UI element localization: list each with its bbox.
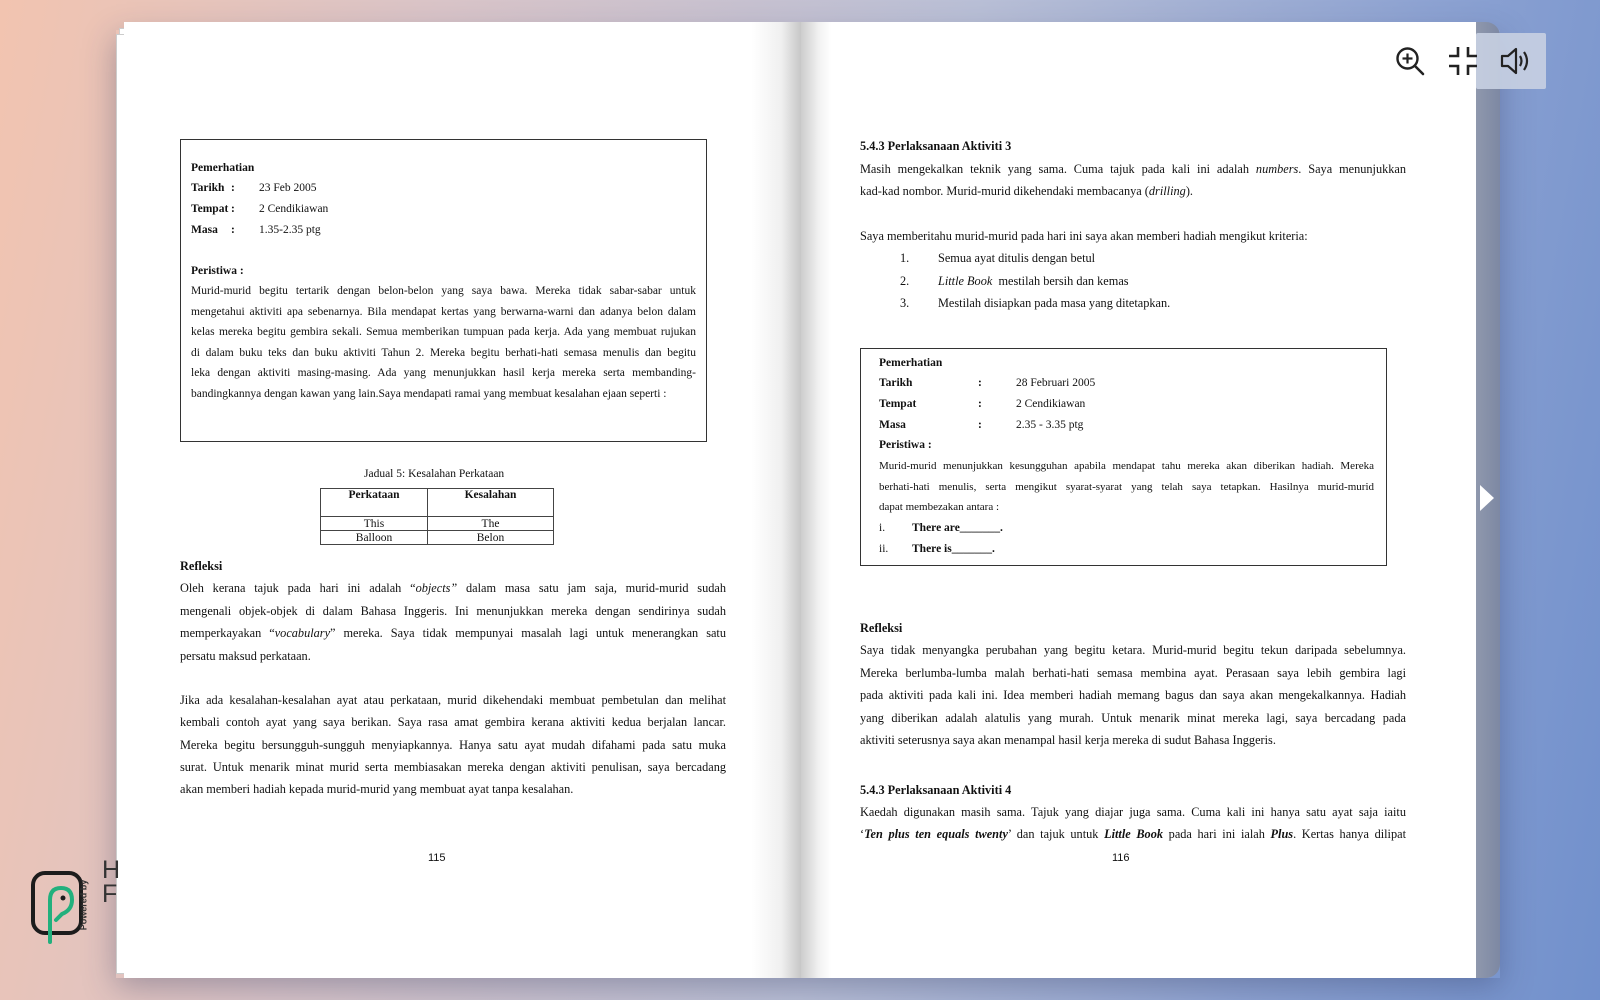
obs-row-place	[191, 199, 691, 220]
text: Oleh kerana tajuk pada hari ini adalah “	[180, 581, 416, 595]
obs-event-line: di dalam buku teks dan buku aktiviti Tahun 2. Mereka begitu berhati-hati semasa menulis dan begitu	[191, 347, 696, 359]
right-page[interactable]	[801, 22, 1476, 978]
obs-title: Pemerhatian	[879, 357, 943, 369]
obs-row-time	[879, 415, 1369, 436]
obs-row-time	[191, 220, 691, 241]
exit-fullscreen-button[interactable]	[1443, 41, 1483, 81]
paragraph-line: Jika ada kesalahan-kesalahan ayat atau perkataan, murid dikehendaki membuat pembetulan dan melihat	[180, 693, 726, 707]
colon: :	[978, 398, 982, 410]
paragraph-line: aktiviti seterusnya saya akan menampal hasil kerja mereka di sudut Bahasa Inggeris.	[860, 733, 1276, 747]
text: Mestilah disiapkan pada masa yang ditetapkan.	[938, 296, 1171, 310]
table-caption: Jadual 5: Kesalahan Perkataan	[364, 468, 505, 480]
gutter-shadow	[801, 22, 831, 978]
obs-event-line: dapat membezakan antara :	[879, 501, 1000, 513]
paragraph-line: surat. Untuk menarik minat murid serta membiasakan mereka dengan aktiviti penulisan, saya bercadang	[180, 760, 726, 774]
section-heading: 5.4.3 Perlaksanaan Aktiviti 4	[860, 783, 1012, 797]
text: mestilah bersih dan kemas	[992, 274, 1129, 288]
item-number: 2.	[900, 274, 910, 288]
errors-table	[320, 488, 554, 545]
brand-letter: F	[102, 880, 118, 908]
text: pada hari ini ialah	[1163, 827, 1271, 841]
page-number: 116	[1112, 852, 1130, 864]
value: 2 Cendikiawan	[1016, 398, 1086, 410]
zoom-in-icon	[1394, 45, 1426, 77]
colon: :	[231, 203, 235, 215]
text: ’ dan tajuk untuk	[1007, 827, 1105, 841]
paragraph-line	[860, 824, 1406, 845]
zoom-in-button[interactable]	[1390, 41, 1430, 81]
text: dalam masa satu jam saja, murid-murid sudah	[457, 581, 726, 595]
table-cell: The	[428, 517, 554, 531]
label: Tarikh	[879, 377, 913, 389]
text-italic: drilling	[1148, 184, 1186, 198]
criteria-item	[900, 293, 1170, 314]
gutter-shadow	[751, 22, 801, 978]
obs-event-line: berhati-hati menulis, serta mengikut syarat-syarat yang telah saya tetapkan. Hasilnya murid-murid	[879, 481, 1374, 493]
text-italic: objects”	[415, 581, 458, 595]
obs-event-line: leka dengan aktiviti masing-masing. Ada yang menunjukkan hasil kerja mereka serta membanding-	[191, 367, 696, 379]
paragraph-line	[860, 159, 1406, 180]
left-page[interactable]	[124, 22, 801, 978]
paragraph-line: akan memberi hadiah kepada murid-murid yang membuat ayat tanpa kesalahan.	[180, 782, 574, 796]
text-italic: numbers	[1255, 162, 1299, 176]
obs-event-line: bandingkannya dengan kawan yang lain.Saya mendapati ramai yang membuat kesalahan ejaan seperti :	[191, 388, 667, 400]
label: Masa	[879, 419, 906, 431]
value: 28 Februari 2005	[1016, 377, 1096, 389]
colon: :	[231, 182, 235, 194]
value: 2.35 - 3.35 ptg	[1016, 419, 1084, 431]
paragraph-line: Mereka begitu bersungguh-sungguh menyiapkannya. Hanya satu ayat mudah difahami pada satu muka	[180, 738, 726, 752]
table-cell: Balloon	[321, 531, 428, 545]
obs-list-item	[879, 518, 1003, 539]
obs-event-line: Murid-murid menunjukkan kesungguhan apabila mendapat tahu mereka akan diberikan hadiah. Mereka	[879, 460, 1374, 472]
obs-row-date	[879, 373, 1369, 394]
paragraph-line	[180, 578, 726, 599]
paragraph-line: Mereka berlumba-lumba malah berhati-hati semasa membina ayat. Perasaan saya lebih gembira lagi	[860, 666, 1406, 680]
paragraph-line	[180, 623, 726, 644]
value: 1.35-2.35 ptg	[259, 224, 321, 236]
paragraph-line: Kaedah digunakan masih sama. Tajuk yang diajar juga sama. Cuma kali ini hanya satu ayat saja iaitu	[860, 805, 1406, 819]
text: . Saya menunjukkan	[1298, 162, 1407, 176]
obs-list-item	[879, 539, 995, 560]
powered-by-text: Powered by	[78, 879, 89, 931]
text: . Kertas hanya dilipat	[1293, 827, 1406, 841]
obs-row-date	[191, 178, 691, 199]
label: Tempat	[191, 203, 229, 215]
text: Masih mengekalkan teknik yang sama. Cuma tajuk pada kali ini adalah	[860, 162, 1256, 176]
obs-event-label: Peristiwa :	[191, 265, 244, 277]
table-header: Perkataan	[321, 489, 428, 517]
obs-event-line: mengetahui aktiviti apa sebenarnya. Bila mendapat kertas yang berwarna-warni dan adanya belon dalam	[191, 306, 696, 318]
table-header: Kesalahan	[428, 489, 554, 517]
exit-fullscreen-icon	[1447, 45, 1479, 77]
observation-box	[860, 348, 1387, 566]
reflection-heading: Refleksi	[860, 621, 903, 635]
text: memperkayakan “	[180, 626, 275, 640]
text: ).	[1185, 184, 1193, 198]
text-italic: Little Book	[938, 274, 993, 288]
item-number: 3.	[900, 296, 910, 310]
criteria-item	[900, 271, 1129, 292]
item-number: ii.	[879, 543, 889, 555]
colon: :	[978, 377, 982, 389]
text: Semua ayat ditulis dengan betul	[938, 251, 1096, 265]
paragraph-line	[860, 181, 1406, 202]
text: kad-kad nombor. Murid-murid dikehendaki membacanya (	[860, 184, 1149, 198]
next-page-arrow[interactable]	[1480, 485, 1494, 511]
text-italic: vocabulary	[274, 626, 331, 640]
obs-event-label: Peristiwa :	[879, 439, 932, 451]
value: 23 Feb 2005	[259, 182, 317, 194]
colon: :	[978, 419, 982, 431]
item-number: 1.	[900, 251, 910, 265]
viewer-toolbar	[1380, 33, 1546, 89]
text-bold-italic: Ten plus ten equals twenty	[864, 827, 1008, 841]
item-number: i.	[879, 522, 886, 534]
obs-title: Pemerhatian	[191, 162, 255, 174]
speaker-icon	[1499, 45, 1533, 77]
powered-by-logo[interactable]	[30, 856, 130, 950]
paragraph-line: Saya memberitahu murid-murid pada hari ini saya akan memberi hadiah mengikut kriteria:	[860, 229, 1308, 243]
colon: :	[231, 224, 235, 236]
value: 2 Cendikiawan	[259, 203, 329, 215]
reflection-heading: Refleksi	[180, 559, 223, 573]
paragraph-line: mengenali objek-objek di dalam Bahasa Inggeris. Ini menunjukkan mereka dengan sendirinya sudah	[180, 604, 726, 618]
observation-box	[180, 139, 707, 442]
obs-row-place	[879, 394, 1369, 415]
text: ” mereka. Saya tidak mempunyai masalah lagi untuk menerangkan satu	[330, 626, 726, 640]
powered-by-label	[78, 870, 100, 948]
paragraph-line: pada aktiviti pada kali ini. Idea memberi hadiah memang bagus dan saya akan mengekalkannya. Hadiah	[860, 688, 1406, 702]
paragraph-line: kembali contoh ayat yang saya berikan. Saya rasa amat gembira kerana aktiviti kedua berjalan lancar.	[180, 715, 726, 729]
text: There is_______.	[912, 543, 995, 555]
label: Tarikh	[191, 182, 225, 194]
text: There are_______.	[912, 522, 1003, 534]
text-bold-italic: Plus	[1270, 827, 1294, 841]
criteria-item	[900, 248, 1095, 269]
page-number: 115	[428, 852, 446, 864]
sound-toggle-button[interactable]	[1496, 41, 1536, 81]
label: Tempat	[879, 398, 917, 410]
section-heading: 5.4.3 Perlaksanaan Aktiviti 3	[860, 139, 1012, 153]
paragraph-line: persatu maksud perkataan.	[180, 649, 311, 663]
text: ‘	[860, 827, 865, 841]
brand-letter: H	[102, 856, 121, 884]
table-cell: Belon	[428, 531, 554, 545]
table-cell: This	[321, 517, 428, 531]
paragraph-line: yang diberikan adalah alatulis yang murah. Untuk menarik minat mereka lagi, saya bercadang pada	[860, 711, 1406, 725]
text-bold-italic: Little Book	[1104, 827, 1164, 841]
paragraph-line: Saya tidak menyangka perubahan yang begitu ketara. Murid-murid begitu tekun daripada sebelumnya.	[860, 643, 1406, 657]
obs-event-line: Murid-murid begitu tertarik dengan belon-belon yang saya bawa. Mereka tidak sabar-sabar untuk	[191, 285, 696, 297]
obs-event-line: kelas mereka begitu gembira sekali. Semua memberikan tumpuan pada kerja. Ada yang membuat rujukan	[191, 326, 696, 338]
label: Masa	[191, 224, 218, 236]
